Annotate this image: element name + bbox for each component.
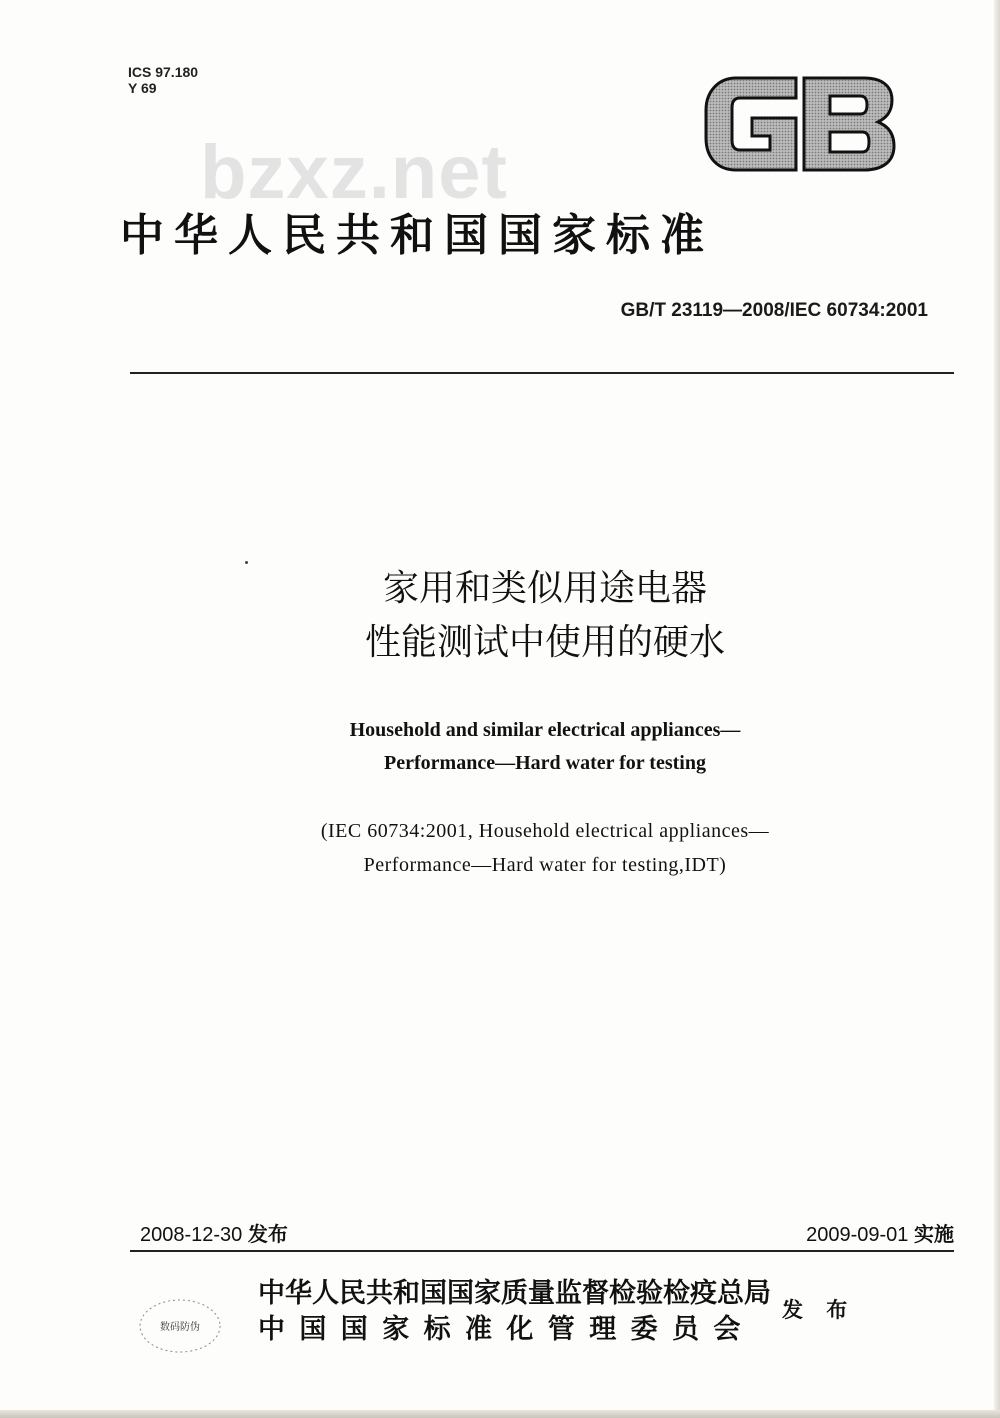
- ics-code: ICS 97.180: [128, 64, 199, 80]
- country-standard-title: 中华人民共和国国家标准: [120, 210, 714, 261]
- english-title-line-1: Household and similar electrical appliances—: [349, 719, 741, 741]
- anti-counterfeit-stamp: [137, 1296, 223, 1356]
- page-edge-bottom: [0, 1410, 1000, 1418]
- classification-codes: [128, 64, 198, 96]
- gb-logo-icon: [700, 70, 900, 178]
- top-divider: [130, 372, 954, 374]
- page-edge-right: [994, 0, 1000, 1418]
- issue-date-suffix: 发布: [247, 1222, 288, 1246]
- issuing-authorities: [258, 1276, 771, 1348]
- iec-reference-line-2: Performance—Hard water for testing,IDT): [363, 854, 727, 876]
- bottom-divider: [130, 1250, 954, 1252]
- implementation-date-value: 2009-09-01: [806, 1224, 909, 1246]
- issuer-line-1: 中华人民共和国国家质量监督检验检疫总局: [258, 1278, 771, 1309]
- english-title: [0, 714, 1000, 780]
- issue-date: [140, 1218, 288, 1247]
- chinese-title: [0, 562, 1000, 670]
- implementation-date: [806, 1218, 954, 1247]
- chinese-title-line-1: 家用和类似用途电器: [382, 568, 707, 609]
- chinese-title-line-2: 性能测试中使用的硬水: [364, 622, 725, 663]
- issue-date-value: 2008-12-30: [140, 1224, 243, 1246]
- iec-reference: [0, 814, 1000, 882]
- stamp-text: 数码防伪: [160, 1322, 200, 1333]
- issuer-line-2: 中国国家标准化管理委员会: [258, 1314, 755, 1345]
- english-title-line-2: Performance—Hard water for testing: [384, 752, 706, 774]
- publish-label: 发 布: [782, 1297, 856, 1322]
- ccs-code: Y 69: [128, 80, 157, 96]
- standard-number: GB/T 23119—2008/IEC 60734:2001: [620, 300, 928, 321]
- implementation-date-suffix: 实施: [914, 1222, 954, 1246]
- watermark-text: bzxz.net: [200, 130, 508, 215]
- iec-reference-line-1: (IEC 60734:2001, Household electrical appliances—: [320, 820, 770, 842]
